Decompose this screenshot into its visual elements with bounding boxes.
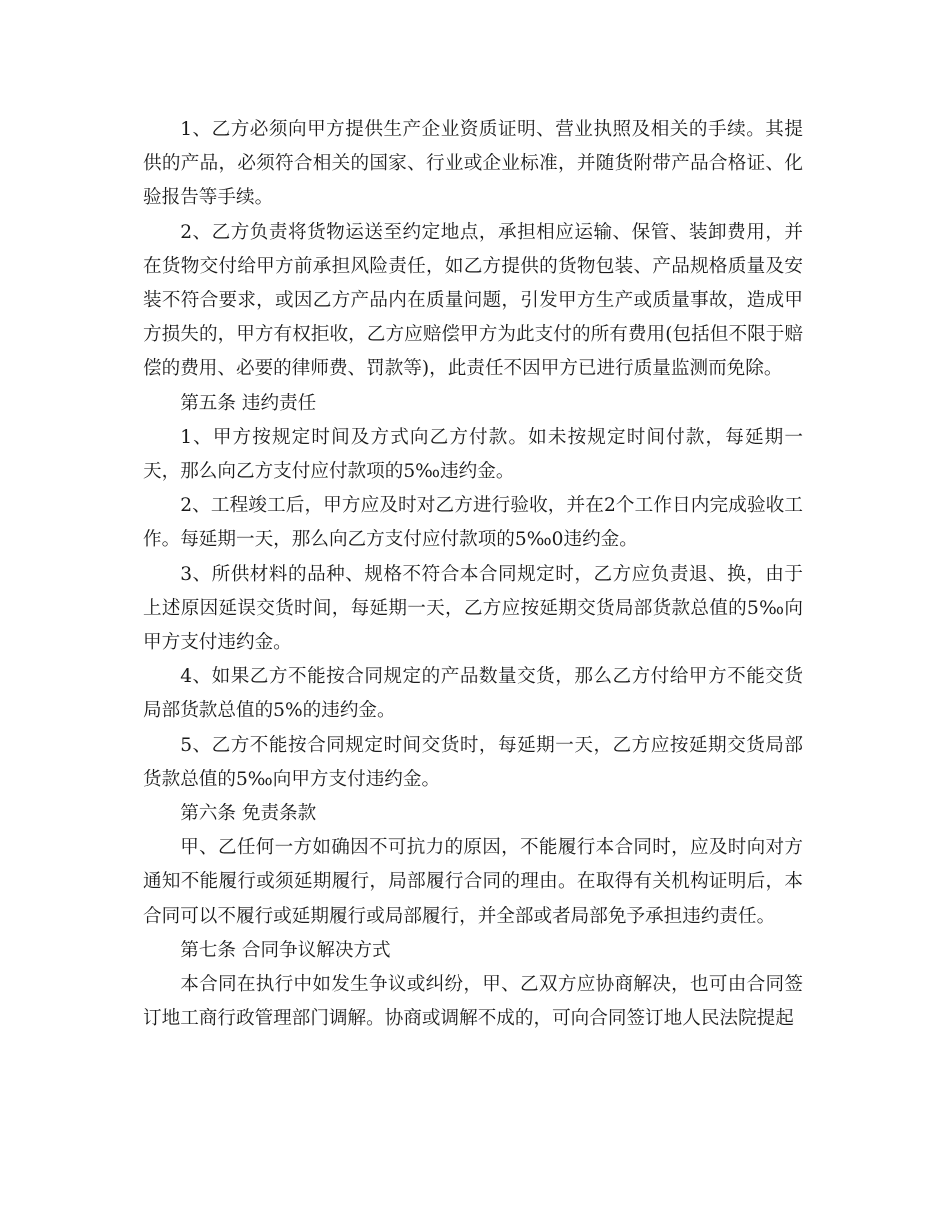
clause-paragraph-9: 本合同在执行中如发生争议或纠纷，甲、乙双方应协商解决，也可由合同签订地工商行政管理部门调解。协商或调解不成的，可向合同签订地人民法院提起	[143, 974, 803, 1030]
clause-paragraph-8: 甲、乙任何一方如确因不可抗力的原因，不能履行本合同时，应及时向对方通知不能履行或须延期履行，局部履行合同的理由。在取得有关机构证明后，本合同可以不履行或延期履行或局部履行，并全部或者局部免予承担违约责任。	[143, 837, 803, 927]
clause-paragraph-6: 4、如果乙方不能按合同规定的产品数量交货，那么乙方付给甲方不能交货局部货款总值的5%的违约金。	[143, 666, 803, 722]
clause-paragraph-2: 2、乙方负责将货物运送至约定地点，承担相应运输、保管、装卸费用，并在货物交付给甲方前承担风险责任，如乙方提供的货物包装、产品规格质量及安装不符合要求，或因乙方产品内在质量问题，引发甲方生产或质量事故，造成甲方损失的，甲方有权拒收，乙方应赔偿甲方为此支付的所有费用(包括但不限于赔偿的费用、必要的律师费、罚款等)，此责任不因甲方已进行质量监测而免除。	[143, 221, 803, 380]
clause-paragraph-5: 3、所供材料的品种、规格不符合本合同规定时，乙方应负责退、换，由于上述原因延误交货时间，每延期一天，乙方应按延期交货局部货款总值的5‰向甲方支付违约金。	[143, 563, 803, 654]
section-heading-article-6: 第六条 免责条款	[180, 803, 317, 825]
document-body	[143, 113, 803, 1036]
section-heading-article-5: 第五条 违约责任	[180, 392, 317, 414]
section-heading-article-7: 第七条 合同争议解决方式	[180, 939, 391, 961]
clause-paragraph-1: 1、乙方必须向甲方提供生产企业资质证明、营业执照及相关的手续。其提供的产品，必须符合相关的国家、行业或企业标准，并随货附带产品合格证、化验报告等手续。	[143, 119, 803, 209]
clause-paragraph-7: 5、乙方不能按合同规定时间交货时，每延期一天，乙方应按延期交货局部货款总值的5‰向甲方支付违约金。	[143, 734, 803, 790]
clause-paragraph-3: 1、甲方按规定时间及方式向乙方付款。如未按规定时间付款，每延期一天，那么向乙方支付应付款项的5‰违约金。	[143, 426, 803, 483]
clause-paragraph-4: 2、工程竣工后，甲方应及时对乙方进行验收，并在2个工作日内完成验收工作。每延期一天，那么向乙方支付应付款项的5‰0违约金。	[143, 495, 803, 551]
